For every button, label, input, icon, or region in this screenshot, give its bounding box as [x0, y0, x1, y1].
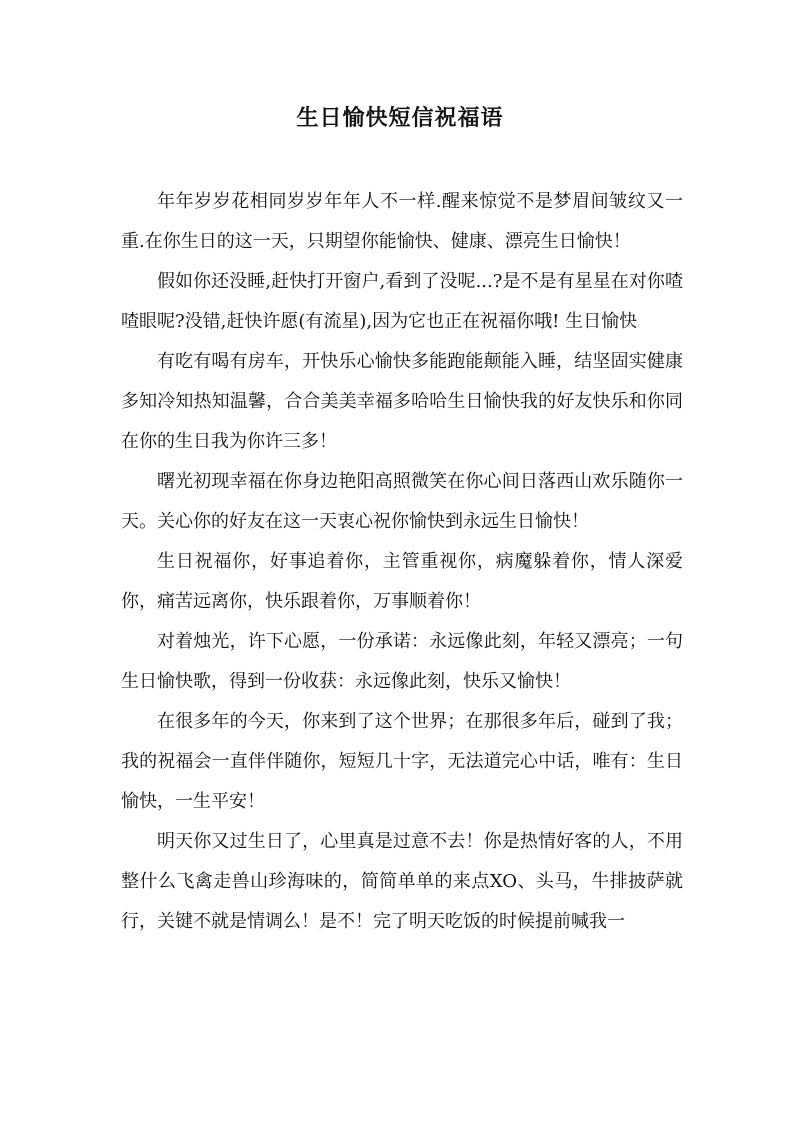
paragraph: 生日祝福你，好事追着你，主管重视你，病魔躲着你，情人深爱你，痛苦远离你，快乐跟着你，万事顺着你！ [121, 551, 683, 612]
page-title: 生日愉快短信祝福语 [296, 105, 504, 131]
paragraph: 在很多年的今天，你来到了这个世界；在那很多年后，碰到了我；我的祝福会一直伴伴随你，短短几十字，无法道完心中话，唯有：生日愉快，一生平安！ [121, 711, 683, 812]
paragraph: 对着烛光，许下心愿，一份承诺：永远像此刻，年轻又漂亮；一句生日愉快歌，得到一份收获：永远像此刻，快乐又愉快！ [121, 631, 683, 692]
paragraph: 年年岁岁花相同岁岁年年人不一样.醒来惊觉不是梦眉间皱纹又一重.在你生日的这一天，只期望你能愉快、健康、漂亮生日愉快！ [121, 191, 683, 252]
document-body [121, 182, 683, 942]
paragraph: 曙光初现幸福在你身边艳阳高照微笑在你心间日落西山欢乐随你一天。关心你的好友在这一天衷心祝你愉快到永远生日愉快！ [121, 471, 683, 532]
paragraph: 有吃有喝有房车，开快乐心愉快多能跑能颠能入睡，结坚固实健康多知冷知热知温馨，合合美美幸福多哈哈生日愉快我的好友快乐和你同在你的生日我为你许三多！ [121, 351, 683, 452]
paragraph: 假如你还没睡,赶快打开窗户,看到了没呢...?是不是有星星在对你喳喳眼呢?没错,赶快许愿(有流星),因为它也正在祝福你哦! 生日愉快 [121, 271, 683, 332]
paragraph: 明天你又过生日了，心里真是过意不去！你是热情好客的人，不用整什么飞禽走兽山珍海味的，简简单单的来点XO、头马，牛排披萨就行，关键不就是情调么！是不！完了明天吃饭的时候提前喊我一 [121, 831, 683, 932]
